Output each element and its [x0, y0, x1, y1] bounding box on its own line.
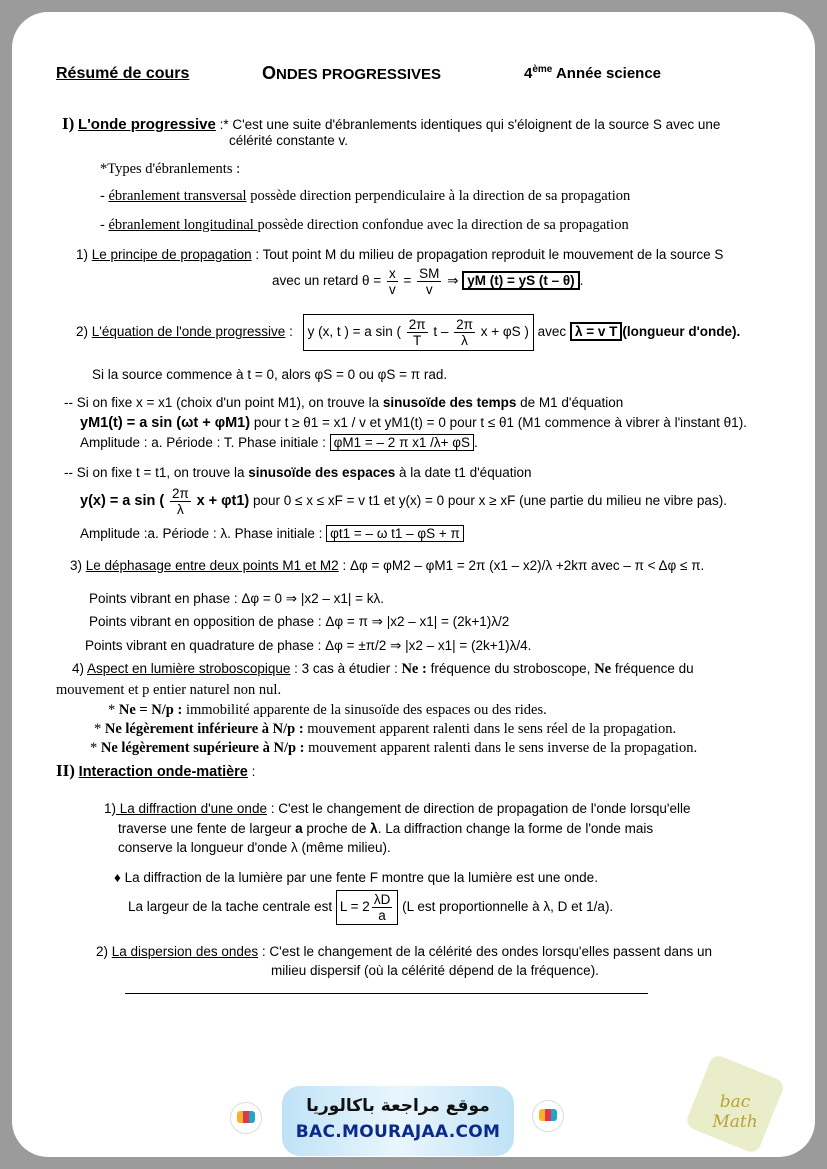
quadrature-line: Points vibrant en quadrature de phase : Δφ = ±π/2 ⇒ |x2 – x1| = (2k+1)λ/4.	[85, 638, 532, 653]
longitudinal-line: - ébranlement longitudinal possède direction confondue avec la direction de sa propagation	[100, 217, 629, 233]
strobe-case-1: * Ne = N/p : immobilité apparente de la sinusoïde des espaces ou des rides.	[108, 702, 547, 718]
central-spot-width: La largeur de la tache centrale est L = 2 $\frac{\lambda D}{a}$ (L est proportionnelle à λ, D et 1/a).	[128, 892, 614, 923]
header-label: Résumé de cours	[56, 65, 190, 82]
temporal-parameters: Amplitude : a. Période : T. Phase initiale : φM1 = – 2 π x1 /λ+ φS .	[80, 435, 478, 450]
temporal-intro: -- Si on fixe x = x1 (choix d'un point M1), on trouve la sinusoïde des temps de M1 d'équation	[64, 395, 624, 410]
diffraction-line-2: traverse une fente de largeur a proche de λ. La diffraction change la forme de l'onde mais	[118, 821, 654, 836]
dispersion-line: 2) La dispersion des ondes : C'est le changement de la célérité des ondes lorsqu'elles passent dans un	[96, 944, 713, 959]
in-phase-line: Points vibrant en phase : Δφ = 0 ⇒ |x2 – x1| = kλ.	[89, 591, 384, 606]
strobe-case-2: * Ne légèrement inférieure à N/p : mouvement apparent ralenti dans le sens réel de la propagation.	[94, 721, 677, 737]
spatial-intro: -- Si on fixe t = t1, on trouve la sinusoïde des espaces à la date t1 d'équation	[64, 465, 532, 480]
level-label: 4ème Année science	[524, 64, 662, 82]
wave-equation-line: 2) L'équation de l'onde progressive : y (x, t ) = a sin ( $\frac{2\pi}{T}$ t – $\frac{2\pi}{\lambda}$ x + φS ) avec λ = v T (longueur d'onde).	[76, 314, 740, 351]
strobe-case-3: * Ne légèrement supérieure à N/p : mouvement apparent ralenti dans le sens inverse de la propagation.	[90, 740, 698, 756]
diffraction-bullet: ♦ La diffraction de la lumière par une fente F montre que la lumière est une onde.	[114, 870, 598, 885]
section-1-heading: I) L'onde progressive :* C'est une suite d'ébranlements identiques qui s'éloignent de la source S avec une	[62, 114, 721, 133]
book-badge-left-icon	[230, 1102, 262, 1134]
central-spot-formula-box: L = 2 $\frac{\lambda D}{a}$	[336, 890, 398, 925]
types-heading: *Types d'ébranlements :	[100, 161, 241, 177]
wave-equation-box: y (x, t ) = a sin ( $\frac{2\pi}{T}$ t – $\frac{2\pi}{\lambda}$ x + φS )	[303, 314, 534, 351]
section-2-heading: II) Interaction onde-matière :	[56, 761, 256, 780]
site-banner[interactable]	[282, 1086, 514, 1156]
diffraction-line-3: conserve la longueur d'onde λ (même milieu).	[118, 840, 391, 855]
site-url[interactable]: BAC.MOURAJAA.COM	[295, 1122, 501, 1142]
principle-line: 1) Le principe de propagation : Tout point M du milieu de propagation reproduit le mouvement de la source S	[76, 247, 724, 262]
document-page	[12, 12, 815, 1157]
temporal-phase-box: φM1 = – 2 π x1 /λ+ φS	[330, 434, 474, 451]
dispersion-line-2: milieu dispersif (où la célérité dépend de la fréquence).	[271, 963, 599, 978]
delay-formula-box: yM (t) = yS (t – θ)	[462, 271, 579, 290]
diffraction-line: 1) La diffraction d'une onde : C'est le changement de direction de propagation de l'onde lorsqu'elle	[104, 801, 691, 816]
page-title: ONDES PROGRESSIVES	[262, 63, 442, 83]
spatial-equation: y(x) = a sin ( $\frac{2\pi}{\lambda}$ x + φt1) pour 0 ≤ x ≤ xF = v t1 et y(x) = 0 pour x ≥ xF (une partie du milieu ne vibre pas).	[80, 486, 727, 517]
transversal-line: - ébranlement transversal possède direction perpendiculaire à la direction de sa propagation	[100, 188, 631, 204]
opposition-line: Points vibrant en opposition de phase : Δφ = π ⇒ |x2 – x1| = (2k+1)λ/2	[89, 614, 510, 629]
phase-shift-line: 3) Le déphasage entre deux points M1 et M2 : Δφ = φM2 – φM1 = 2π (x1 – x2)/λ +2kπ avec – π < Δφ ≤ π.	[70, 558, 705, 573]
temporal-equation: yM1(t) = a sin (ωt + φM1) pour t ≥ θ1 = x1 / v et yM1(t) = 0 pour t ≤ θ1 (M1 commence à vibrer à l'instant θ1).	[80, 415, 747, 431]
end-separator	[125, 993, 648, 994]
stroboscope-line: 4) Aspect en lumière stroboscopique : 3 cas à étudier : Ne : fréquence du stroboscope, Ne fréquence du	[72, 661, 694, 677]
stroboscope-line-2: mouvement et p entier naturel non nul.	[56, 682, 282, 698]
diamond-icon: ♦	[114, 870, 121, 885]
wavelength-box: λ = v T	[570, 322, 622, 341]
book-badge-right-icon	[532, 1100, 564, 1132]
spatial-phase-box: φt1 = – ω t1 – φS + π	[326, 525, 464, 542]
definition-line-2: célérité constante v.	[229, 133, 349, 148]
site-name-arabic: موقع مراجعة باكالوريا	[306, 1096, 490, 1116]
spatial-parameters: Amplitude :a. Période : λ. Phase initiale : φt1 = – ω t1 – φS + π	[80, 526, 464, 541]
principle-formula: avec un retard θ = $\frac{x}{v}$ = $\frac{SM}{v}$ ⇒ yM (t) = yS (t – θ) .	[272, 266, 584, 297]
source-phase-line: Si la source commence à t = 0, alors φS = 0 ou φS = π rad.	[92, 367, 448, 382]
bac-math-logo: bac Math	[712, 1092, 758, 1132]
